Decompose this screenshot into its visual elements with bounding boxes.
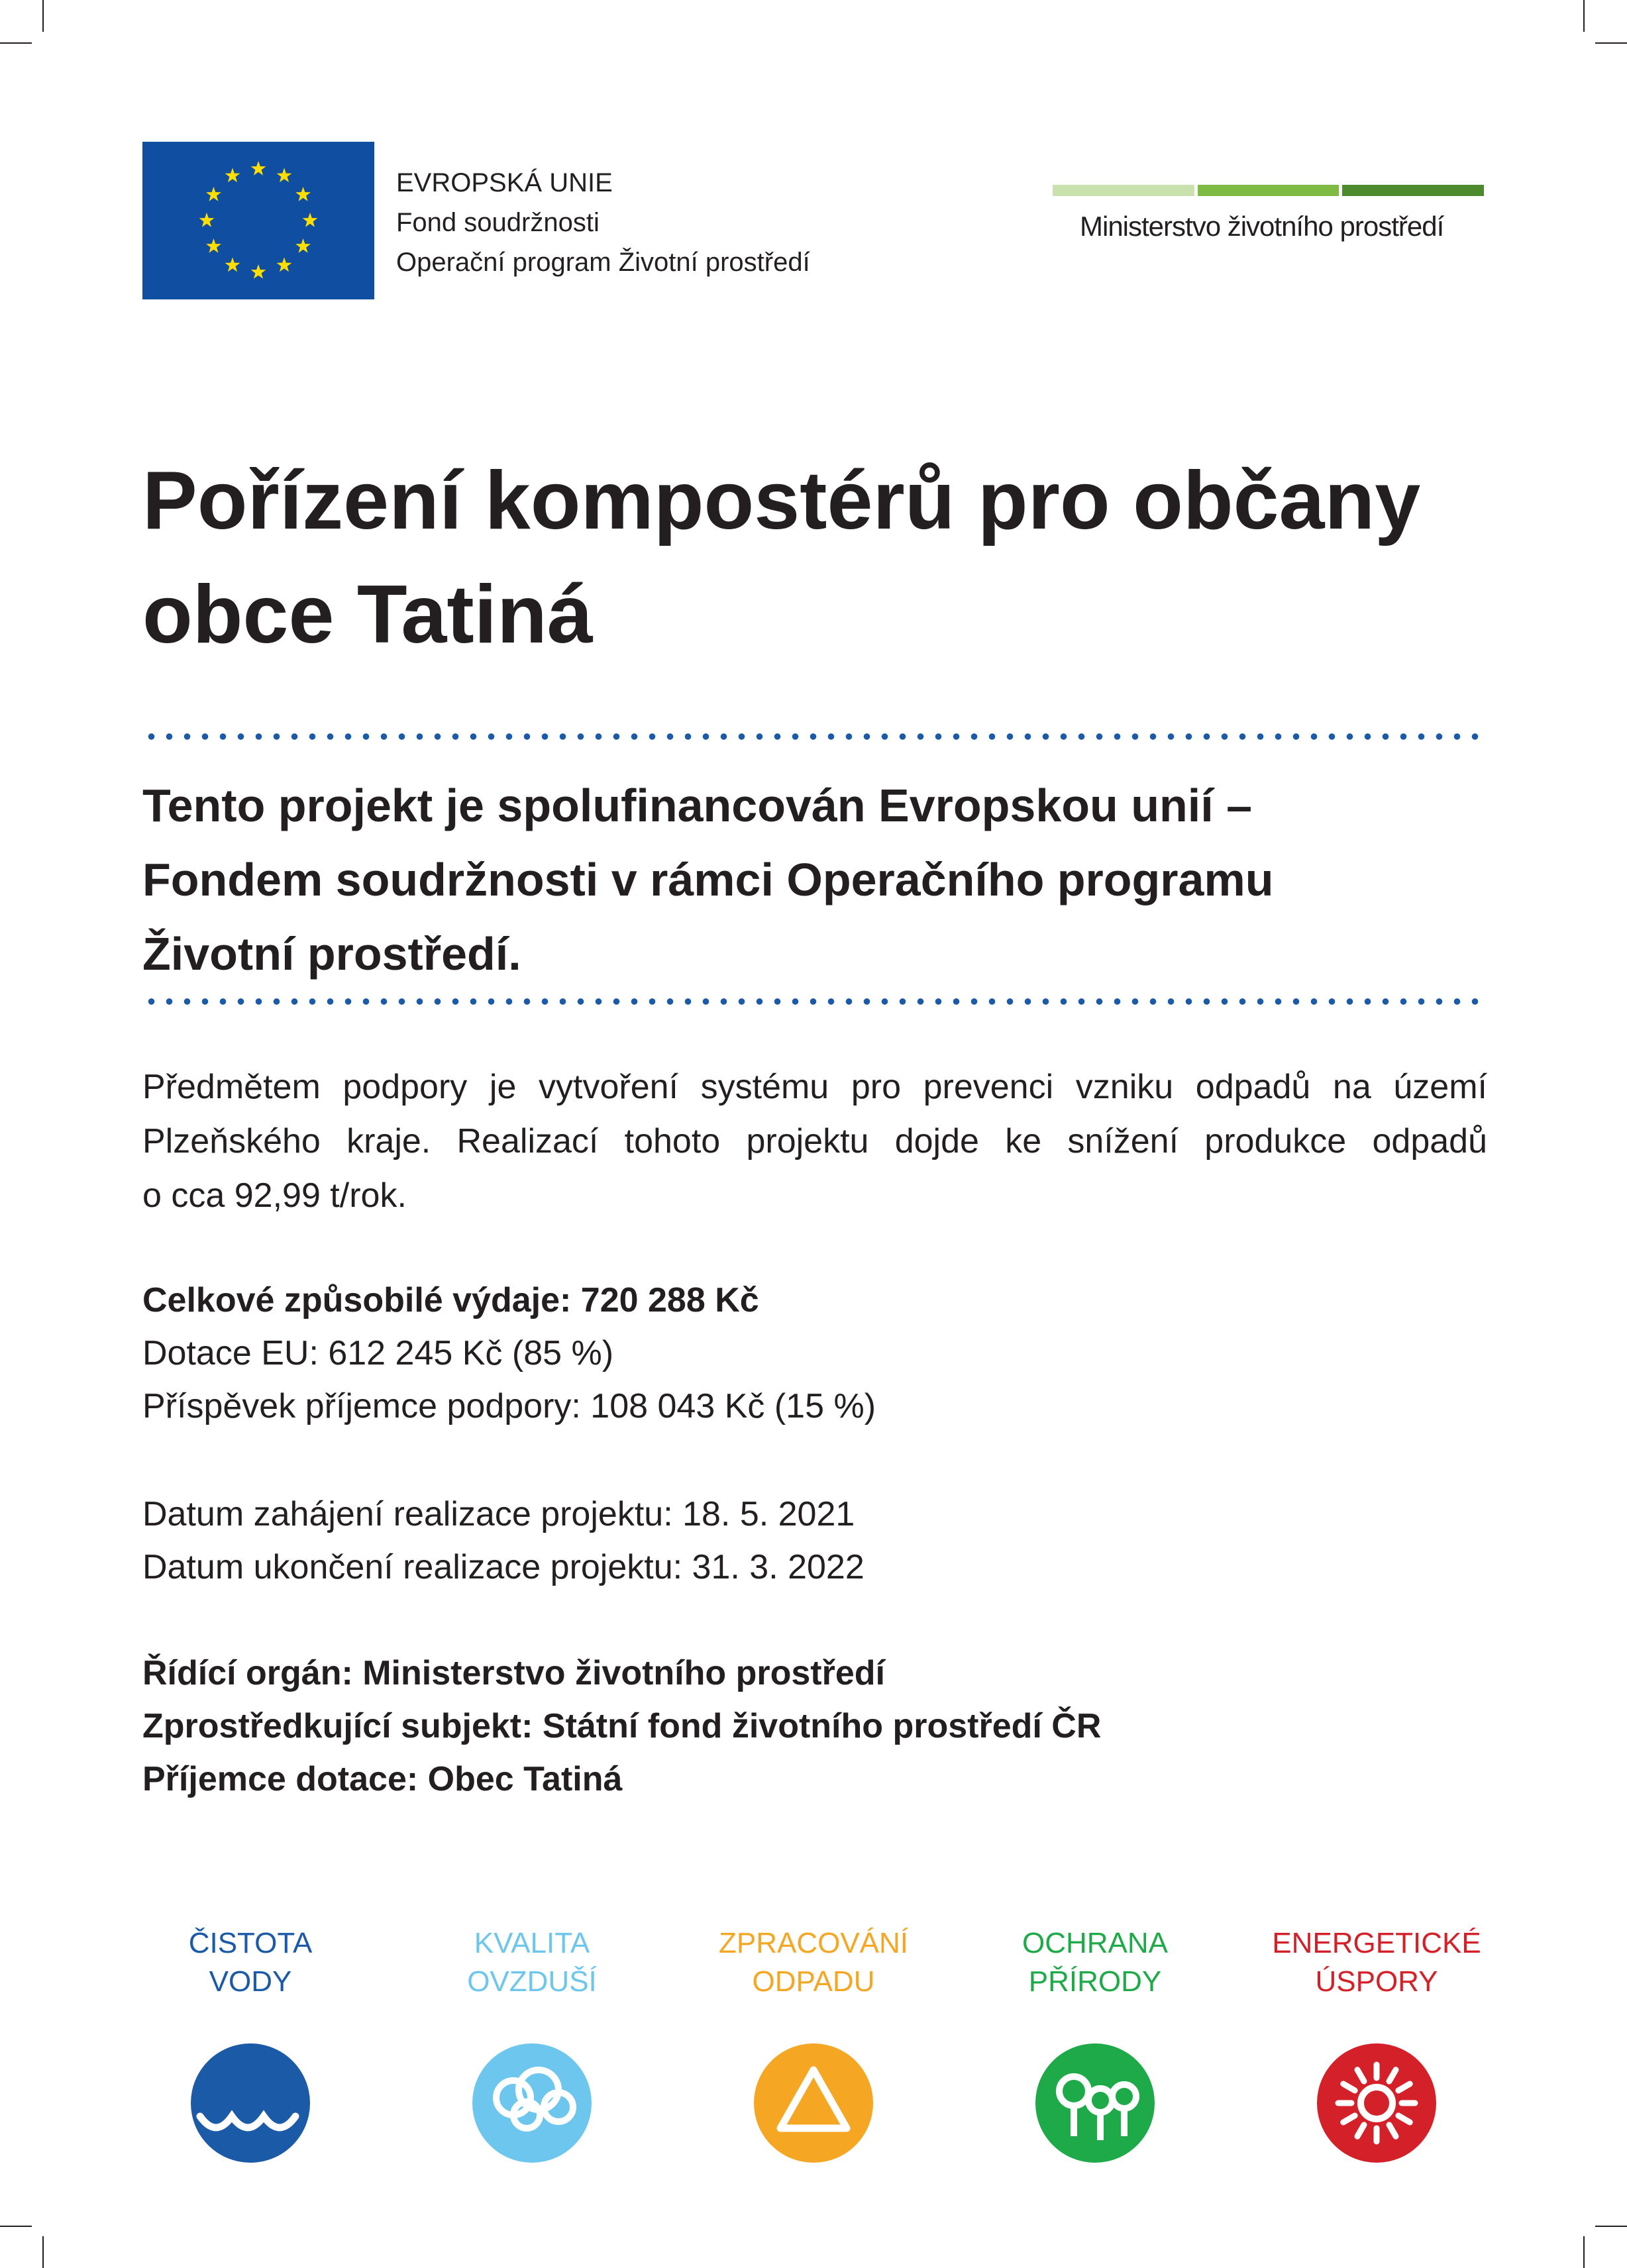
cloud-icon — [472, 2043, 592, 2163]
crop-mark — [42, 0, 44, 32]
cofinancing-line: Tento projekt je spolufinancován Evropskou unií – — [142, 780, 1253, 831]
program-pillars — [0, 1924, 1627, 2143]
intermediate-body: Zprostředkující subjekt: Státní fond životního prostředí ČR — [142, 1707, 1102, 1745]
crop-mark — [1583, 0, 1585, 32]
recycle-triangle-icon — [754, 2043, 873, 2163]
end-date: Datum ukončení realizace projektu: 31. 3. 2022 — [142, 1548, 865, 1586]
title-line: Pořízení kompostérů pro občany — [142, 455, 1421, 546]
cofinancing-line: Životní prostředí. — [142, 928, 521, 980]
pillar-label — [956, 1924, 1234, 2001]
subject-line: Plzeňského kraje. Realizací tohoto projektu dojde ke snížení produkce odpadů — [142, 1122, 1487, 1160]
pillar-label-line: ENERGETICKÉ — [1272, 1927, 1481, 1959]
crop-mark — [0, 2226, 32, 2227]
pillar-label-line: ODPADU — [752, 1965, 875, 1998]
ministry-logo-label: Ministerstvo životního prostředí — [1080, 211, 1444, 242]
pillar-label-line: ČISTOTA — [188, 1927, 313, 1959]
managing-authority: Řídící orgán: Ministerstvo životního prostředí — [142, 1654, 885, 1692]
pillar-label-line: ÚSPORY — [1315, 1965, 1438, 1998]
eu-line: Operační program Životní prostředí — [396, 248, 810, 277]
pillar-label-line: PŘÍRODY — [1028, 1965, 1162, 1998]
recipient-share: Příspěvek příjemce podpory: 108 043 Kč (15 %) — [142, 1387, 876, 1425]
subject-line: Předmětem podpory je vytvoření systému pro prevenci vzniku odpadů na území — [142, 1068, 1487, 1106]
ministry-bar — [1053, 185, 1194, 196]
eu-grant: Dotace EU: 612 245 Kč (85 %) — [142, 1334, 614, 1372]
pillar-label-line: OCHRANA — [1022, 1927, 1169, 1959]
cofinancing-statement — [142, 768, 1494, 991]
dates-block — [142, 1488, 865, 1594]
dotted-divider — [142, 998, 1485, 1005]
subject-paragraph — [142, 1060, 1487, 1223]
grant-recipient: Příjemce dotace: Obec Tatiná — [142, 1760, 623, 1798]
ministry-bar — [1198, 185, 1339, 196]
pillar-label-line: VODY — [209, 1965, 292, 1998]
ministry-bar — [1342, 185, 1484, 196]
water-drops-icon — [191, 2043, 310, 2163]
pillar-label-line: OVZDUŠÍ — [467, 1965, 597, 1998]
pillar-waste — [674, 1924, 953, 2163]
page-title — [142, 444, 1534, 672]
pillar-label — [111, 1924, 390, 2001]
title-line: obce Tatiná — [142, 569, 593, 660]
eu-line: EVROPSKÁ UNIE — [396, 168, 613, 197]
pillar-label — [393, 1924, 671, 2001]
pillar-nature — [956, 1924, 1234, 2163]
crop-mark — [0, 42, 32, 44]
pillar-label — [1237, 1924, 1516, 2001]
costs-block — [142, 1274, 876, 1433]
pillar-label-line: KVALITA — [474, 1927, 590, 1959]
eu-flag-icon — [142, 142, 374, 299]
pillar-water — [111, 1924, 390, 2163]
pillar-energy — [1237, 1924, 1516, 2163]
pillar-air — [393, 1924, 671, 2163]
pillar-label-line: ZPRACOVÁNÍ — [718, 1927, 909, 1959]
crop-mark — [42, 2236, 44, 2268]
trees-icon — [1035, 2043, 1155, 2163]
bodies-block — [142, 1647, 1101, 1806]
cofinancing-line: Fondem soudržnosti v rámci Operačního programu — [142, 854, 1274, 905]
subject-line: o cca 92,99 t/rok. — [142, 1176, 407, 1215]
crop-mark — [1595, 42, 1627, 44]
eu-program-block — [396, 163, 810, 282]
crop-mark — [1583, 2236, 1585, 2268]
start-date: Datum zahájení realizace projektu: 18. 5. 2021 — [142, 1495, 855, 1533]
ministry-logo-bars — [1053, 185, 1484, 196]
sun-icon — [1317, 2043, 1436, 2163]
crop-mark — [1595, 2226, 1627, 2227]
eu-line: Fond soudržnosti — [396, 208, 600, 237]
pillar-label — [674, 1924, 953, 2001]
total-costs: Celkové způsobilé výdaje: 720 288 Kč — [142, 1281, 759, 1319]
dotted-divider — [142, 733, 1485, 740]
